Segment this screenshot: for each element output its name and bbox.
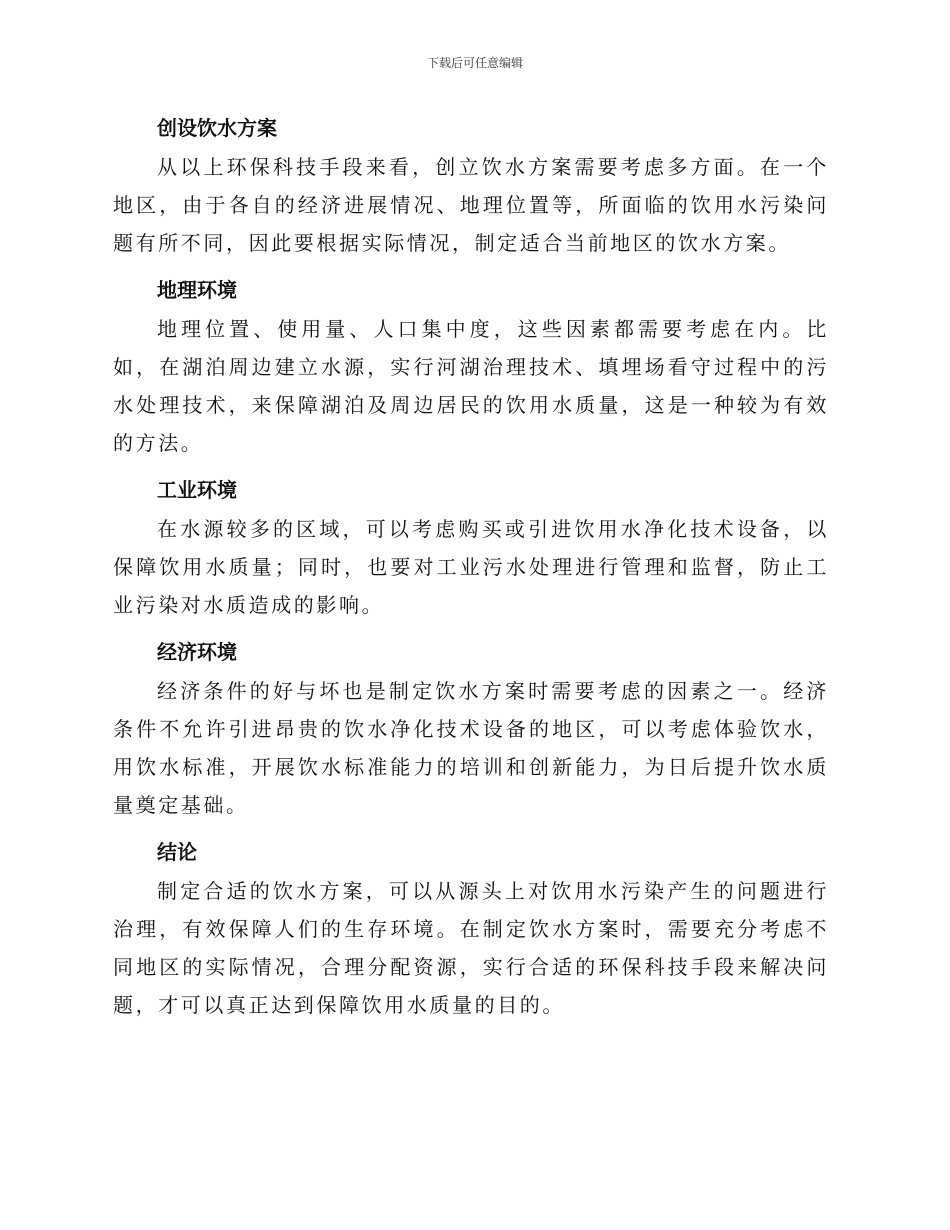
section-title: 结论: [157, 840, 197, 864]
section-paragraph: 经济条件的好与坏也是制定饮水方案时需要考虑的因素之一。经济条件不允许引进昂贵的饮水净化技术设备的地区，可以考虑体验饮水，用饮水标准，开展饮水标准能力的培训和创新能力，为日后提升饮水质量奠定基础。: [113, 679, 829, 817]
section-geography: [113, 270, 829, 462]
section-conclusion: [113, 832, 829, 1024]
page-header: 下载后可任意编辑: [426, 56, 523, 70]
section-paragraph: 制定合适的饮水方案，可以从源头上对饮用水污染产生的问题进行治理，有效保障人们的生存环境。在制定饮水方案时，需要充分考虑不同地区的实际情况，合理分配资源，实行合适的环保科技手段来解决问题，才可以真正达到保障饮用水质量的目的。: [113, 879, 829, 1017]
section-paragraph: 从以上环保科技手段来看，创立饮水方案需要考虑多方面。在一个地区，由于各自的经济进展情况、地理位置等，所面临的饮用水污染问题有所不同，因此要根据实际情况，制定适合当前地区的饮水方案。: [113, 155, 829, 255]
document-content: [113, 108, 829, 1032]
section-industry: [113, 470, 829, 624]
section-paragraph: 在水源较多的区域，可以考虑购买或引进饮用水净化技术设备，以保障饮用水质量；同时，也要对工业污水处理进行管理和监督，防止工业污染对水质造成的影响。: [113, 517, 829, 617]
section-title: 工业环境: [157, 478, 237, 502]
section-economy: [113, 632, 829, 824]
section-title: 经济环境: [157, 640, 237, 664]
section-title: 创设饮水方案: [157, 116, 277, 140]
section-create-plan: [113, 108, 829, 262]
section-paragraph: 地理位置、使用量、人口集中度，这些因素都需要考虑在内。比如，在湖泊周边建立水源，实行河湖治理技术、填埋场看守过程中的污水处理技术，来保障湖泊及周边居民的饮用水质量，这是一种较为有效的方法。: [113, 317, 829, 455]
section-title: 地理环境: [157, 278, 237, 302]
